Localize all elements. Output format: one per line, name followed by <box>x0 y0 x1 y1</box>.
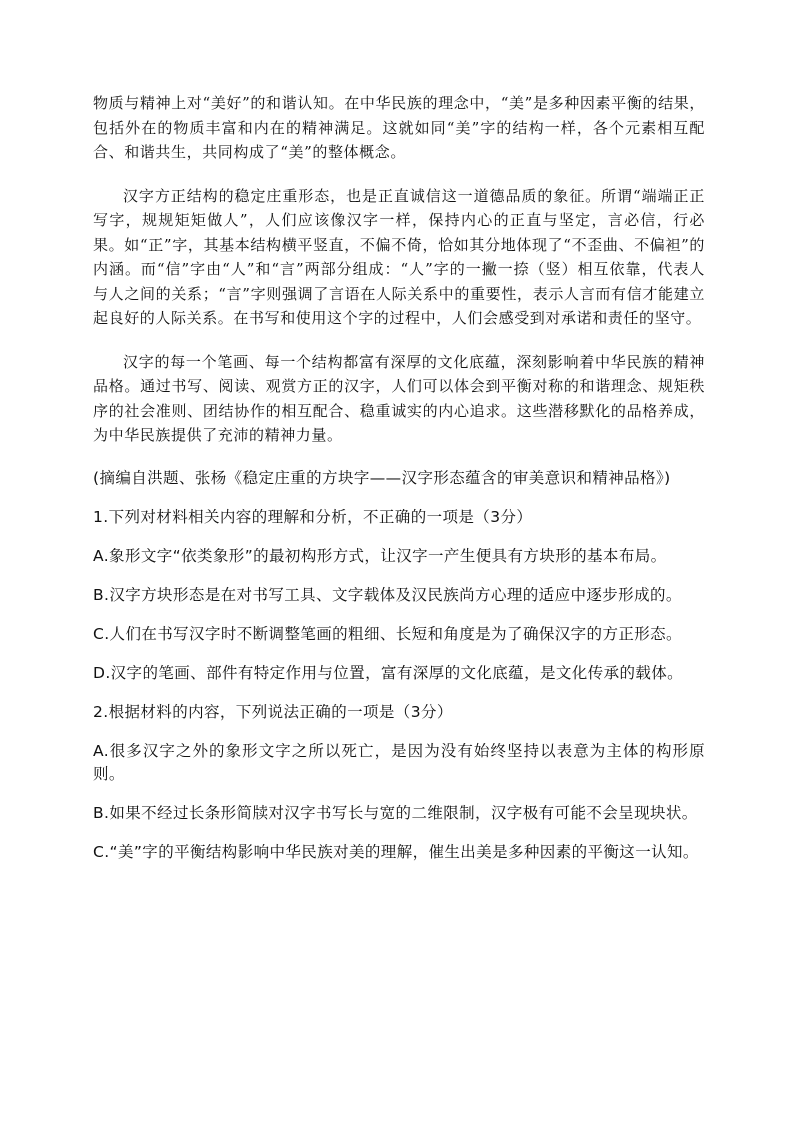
question-2-option-a: A.很多汉字之外的象形文字之所以死亡，是因为没有始终坚持以表意为主体的构形原则。 <box>93 741 705 783</box>
question-1-option-c: C.人们在书写汉字时不断调整笔画的粗细、长短和角度是为了确保汉字的方正形态。 <box>93 624 682 643</box>
passage-paragraph-2: 汉字方正结构的稳定庄重形态，也是正直诚信这一道德品质的象征。所谓“端端正正写字，规规矩矩做人”，人们应该像汉字一样，保持内心的正直与坚定，言必信，行必果。如“正”字，其基本结构横平竖直，不偏不倚，恰如其分地体现了“不歪曲、不偏袒”的内涵。而“信”字由“人”和“言”两部分组成：“人”字的一撇一捺（竖）相互依靠，代表人与人之间的关系；“言”字则强调了言语在人际关系中的重要性，表示人言而有信才能建立起良好的人际关系。在书写和使用这个字的过程中，人们会感受到对承诺和责任的坚守。 <box>93 186 705 327</box>
question-2-stem: 2.根据材料的内容，下列说法正确的一项是（3分） <box>93 702 453 721</box>
document-page <box>93 91 705 880</box>
question-2-option-c: C.“美”字的平衡结构影响中华民族对美的理解，催生出美是多种因素的平衡这一认知。 <box>93 842 699 861</box>
passage-paragraph-1: 物质与精神上对“美好”的和谐认知。在中华民族的理念中，“美”是多种因素平衡的结果，包括外在的物质丰富和内在的精神满足。这就如同“美”字的结构一样，各个元素相互配合、和谐共生，共同构成了“美”的整体概念。 <box>93 94 705 161</box>
question-2-option-b: B.如果不经过长条形简牍对汉字书写长与宽的二维限制，汉字极有可能不会呈现块状。 <box>93 803 698 822</box>
source-note: (摘编自洪题、张杨《稳定庄重的方块字——汉字形态蕴含的审美意识和精神品格》) <box>93 468 671 487</box>
question-1-stem: 1.下列对材料相关内容的理解和分析，不正确的一项是（3分） <box>93 507 533 526</box>
question-1-option-b: B.汉字方块形态是在对书写工具、文字载体及汉民族尚方心理的适应中逐步形成的。 <box>93 585 682 604</box>
passage-paragraph-3: 汉字的每一个笔画、每一个结构都富有深厚的文化底蕴，深刻影响着中华民族的精神品格。通过书写、阅读、观赏方正的汉字，人们可以体会到平衡对称的和谐理念、规矩秩序的社会准则、团结协作的相互配合、稳重诚实的内心追求。这些潜移默化的品格养成，为中华民族提供了充沛的精神力量。 <box>93 352 705 444</box>
question-1-option-a: A.象形文字“依类象形”的最初构形方式，让汉字一产生便具有方块形的基本布局。 <box>93 546 667 565</box>
question-1-option-d: D.汉字的笔画、部件有特定作用与位置，富有深厚的文化底蕴，是文化传承的载体。 <box>93 663 684 682</box>
